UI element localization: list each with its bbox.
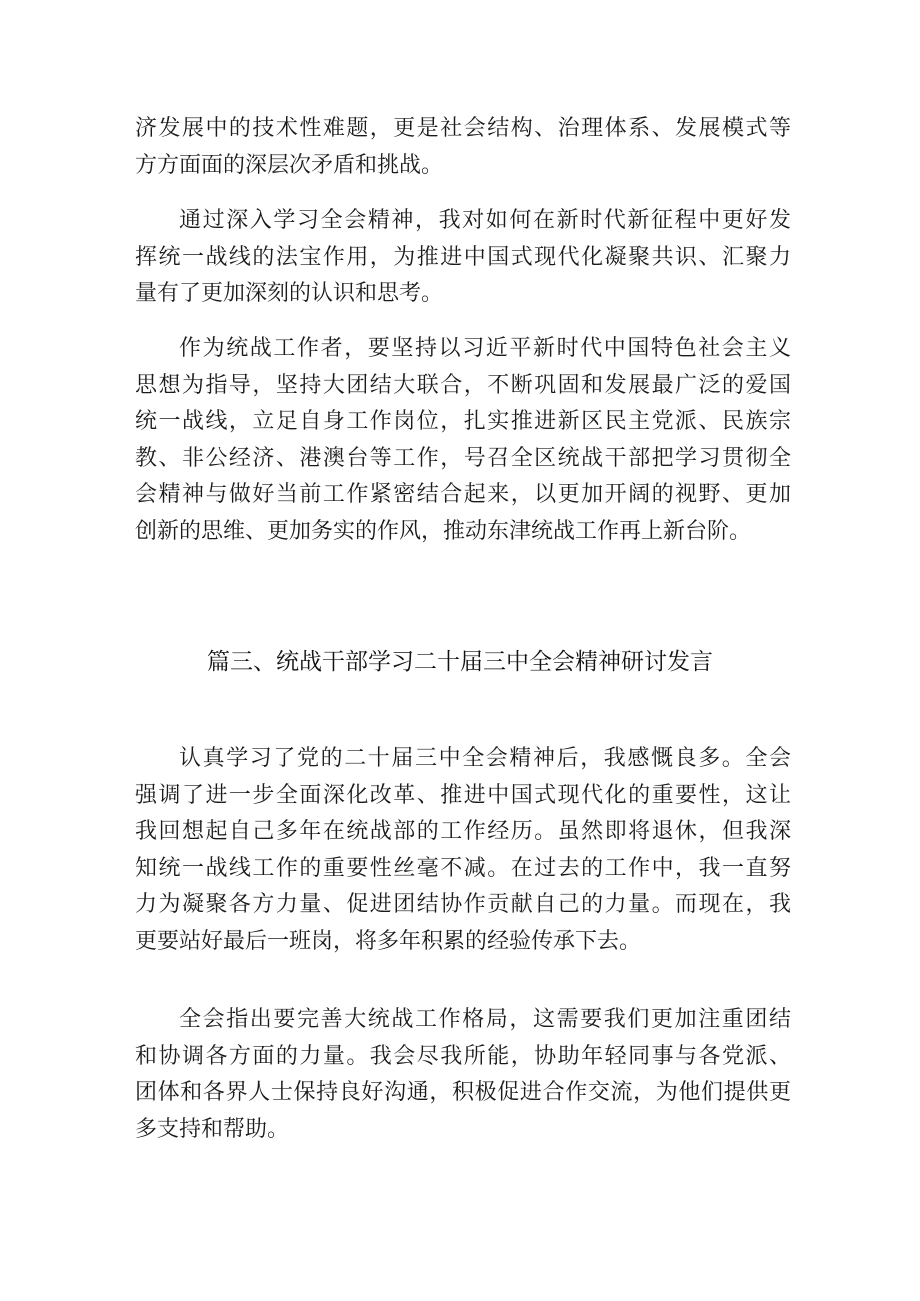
paragraph-line: 创新的思维、更加务实的作风，推动东津统战工作再上新台阶。 bbox=[135, 518, 752, 544]
section-heading: 篇三、统战干部学习二十届三中全会精神研讨发言 bbox=[207, 649, 713, 675]
paragraph-line: 作为统战工作者，要坚持以习近平新时代中国特色社会主义 bbox=[179, 336, 791, 361]
paragraph-study-spirit bbox=[135, 203, 791, 313]
paragraph-line: 济发展中的技术性难题，更是社会结构、治理体系、发展模式等 bbox=[135, 116, 791, 141]
paragraph-line: 知统一战线工作的重要性丝毫不减。在过去的工作中，我一直努 bbox=[135, 855, 791, 881]
paragraph-line: 强调了进一步全面深化改革、推进中国式现代化的重要性，这让 bbox=[135, 782, 791, 808]
paragraph-line: 更要站好最后一班岗，将多年积累的经验传承下去。 bbox=[135, 928, 642, 954]
paragraph-continued bbox=[135, 111, 791, 184]
paragraph-line: 统一战线，立足自身工作岗位，扎实推进新区民主党派、民族宗 bbox=[135, 409, 791, 434]
paragraph-line: 多支持和帮助。 bbox=[135, 1116, 290, 1142]
paragraph-line: 会精神与做好当前工作紧密结合起来，以更加开阔的视野、更加 bbox=[135, 482, 791, 507]
paragraph-reflection bbox=[135, 741, 791, 960]
paragraph-line: 认真学习了党的二十届三中全会精神后，我感慨良多。全会 bbox=[179, 746, 791, 771]
paragraph-line: 通过深入学习全会精神，我对如何在新时代新征程中更好发 bbox=[179, 208, 791, 233]
paragraph-line: 思想为指导，坚持大团结大联合，不断巩固和发展最广泛的爱国 bbox=[135, 372, 791, 398]
paragraph-commitment bbox=[135, 1002, 791, 1148]
paragraph-united-front-worker bbox=[135, 331, 791, 550]
paragraph-line: 全会指出要完善大统战工作格局，这需要我们更加注重团结 bbox=[179, 1007, 791, 1032]
paragraph-line: 我回想起自己多年在统战部的工作经历。虽然即将退休，但我深 bbox=[135, 819, 791, 844]
paragraph-line: 量有了更加深刻的认识和思考。 bbox=[135, 281, 444, 306]
paragraph-line: 教、非公经济、港澳台等工作，号召全区统战干部把学习贯彻全 bbox=[135, 445, 791, 471]
paragraph-line: 力为凝聚各方力量、促进团结协作贡献自己的力量。而现在，我 bbox=[135, 892, 791, 917]
paragraph-line: 挥统一战线的法宝作用，为推进中国式现代化凝聚共识、汇聚力 bbox=[135, 244, 791, 270]
paragraph-line: 团体和各界人士保持良好沟通，积极促进合作交流，为他们提供更 bbox=[135, 1080, 791, 1105]
paragraph-line: 和协调各方面的力量。我会尽我所能，协助年轻同事与各党派、 bbox=[135, 1043, 791, 1069]
paragraph-line: 方方面面的深层次矛盾和挑战。 bbox=[135, 152, 444, 178]
